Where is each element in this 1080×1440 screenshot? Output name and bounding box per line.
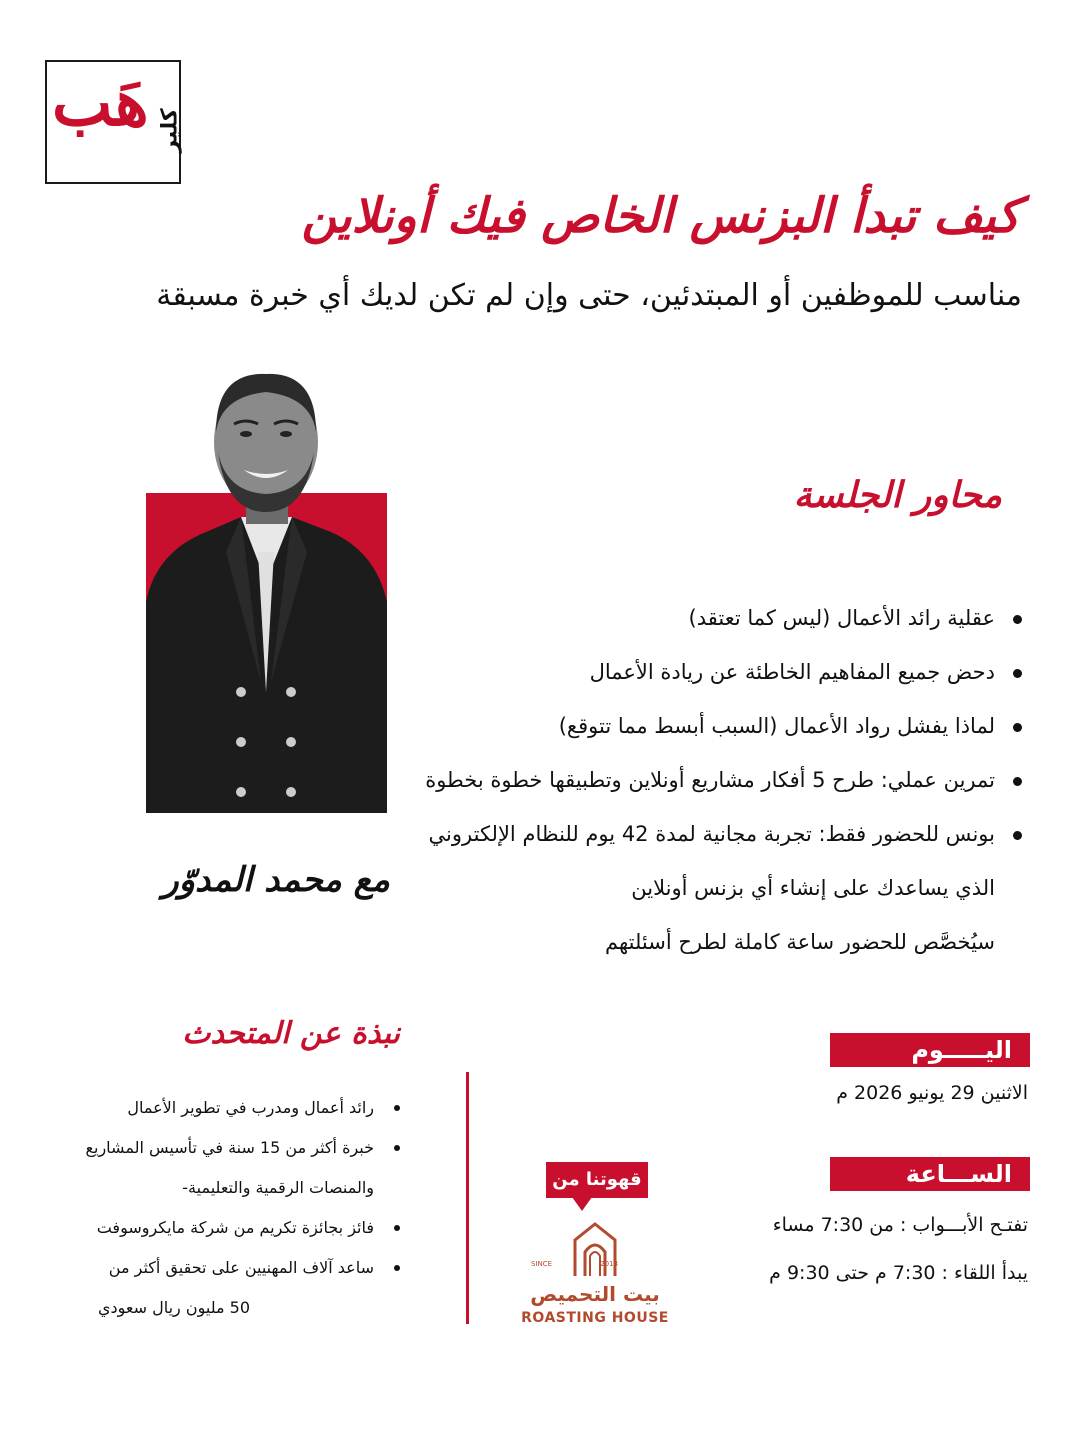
list-item: دحض جميع المفاهيم الخاطئة عن ريادة الأعمال <box>422 646 1022 700</box>
bullet-icon <box>1013 723 1022 732</box>
since-year: 2013 <box>600 1260 618 1268</box>
list-item: فائز بجائزة تكريم من شركة مايكروسوفت <box>70 1208 400 1248</box>
logo-subtext: كلير <box>157 108 183 153</box>
list-item: تمرين عملي: طرح 5 أفكار مشاريع أونلاين وتطبيقها خطوة بخطوة <box>422 754 1022 808</box>
partner-tag-tail <box>572 1197 592 1211</box>
list-item-continuation: سيُخصَّص للحضور ساعة كاملة لطرح أسئلتهم <box>604 930 995 955</box>
list-item: عقلية رائد الأعمال (ليس كما تعتقد) <box>422 592 1022 646</box>
since-label: SINCE <box>530 1260 552 1268</box>
partner-tag: قهوتنا من <box>546 1162 648 1198</box>
divider <box>466 1072 469 1324</box>
time-label: الســـاعة <box>830 1157 1030 1191</box>
bullet-icon <box>394 1225 400 1231</box>
list-item: ساعد آلاف المهنيين على تحقيق أكثر من <box>70 1248 400 1288</box>
partner-name-ar: بيت التحميص <box>530 1282 660 1306</box>
list-item-continuation: والمنصات الرقمية والتعليمية- <box>182 1178 374 1198</box>
day-value: الاثنين 29 يونيو 2026 م <box>836 1082 1028 1104</box>
logo-mark: هَب <box>52 66 149 141</box>
list-item: لماذا يفشل رواد الأعمال (السبب أبسط مما تتوقع) <box>422 700 1022 754</box>
list-item-continuation: الذي يساعدك على إنشاء أي بزنس أونلاين <box>631 876 995 901</box>
day-label: اليـــــوم <box>830 1033 1030 1067</box>
axes-list <box>422 592 1022 970</box>
list-item: خبرة أكثر من 15 سنة في تأسيس المشاريع <box>70 1128 400 1168</box>
bullet-icon <box>394 1265 400 1271</box>
bullet-icon <box>1013 831 1022 840</box>
list-item: رائد أعمال ومدرب في تطوير الأعمال <box>70 1088 400 1128</box>
bullet-icon <box>394 1145 400 1151</box>
meeting-time: يبدأ اللقاء : 7:30 م حتى 9:30 م <box>769 1262 1028 1284</box>
about-list <box>70 1088 400 1328</box>
bullet-icon <box>1013 669 1022 678</box>
axes-heading: محاور الجلسة <box>793 474 1002 516</box>
list-item-continuation: 50 مليون ريال سعودي <box>97 1298 250 1318</box>
bullet-icon <box>1013 777 1022 786</box>
speaker-name: مع محمد المدوّر <box>162 860 390 900</box>
bullet-icon <box>1013 615 1022 624</box>
partner-name-en: ROASTING HOUSE <box>521 1310 669 1326</box>
about-heading: نبذة عن المتحدث <box>182 1016 400 1051</box>
page-title: كيف تبدأ البزنس الخاص فيك أونلاين <box>301 188 1020 244</box>
list-item: بونس للحضور فقط: تجربة مجانية لمدة 42 يوم للنظام الإلكتروني <box>422 808 1022 862</box>
bullet-icon <box>394 1105 400 1111</box>
roasting-house-logo-icon <box>530 1218 640 1282</box>
doors-open-time: تفتـح الأبـــواب : من 7:30 مساء <box>772 1214 1028 1236</box>
page-subtitle: مناسب للموظفين أو المبتدئين، حتى وإن لم تكن لديك أي خبرة مسبقة <box>156 278 1022 313</box>
speaker-photo <box>146 352 387 813</box>
